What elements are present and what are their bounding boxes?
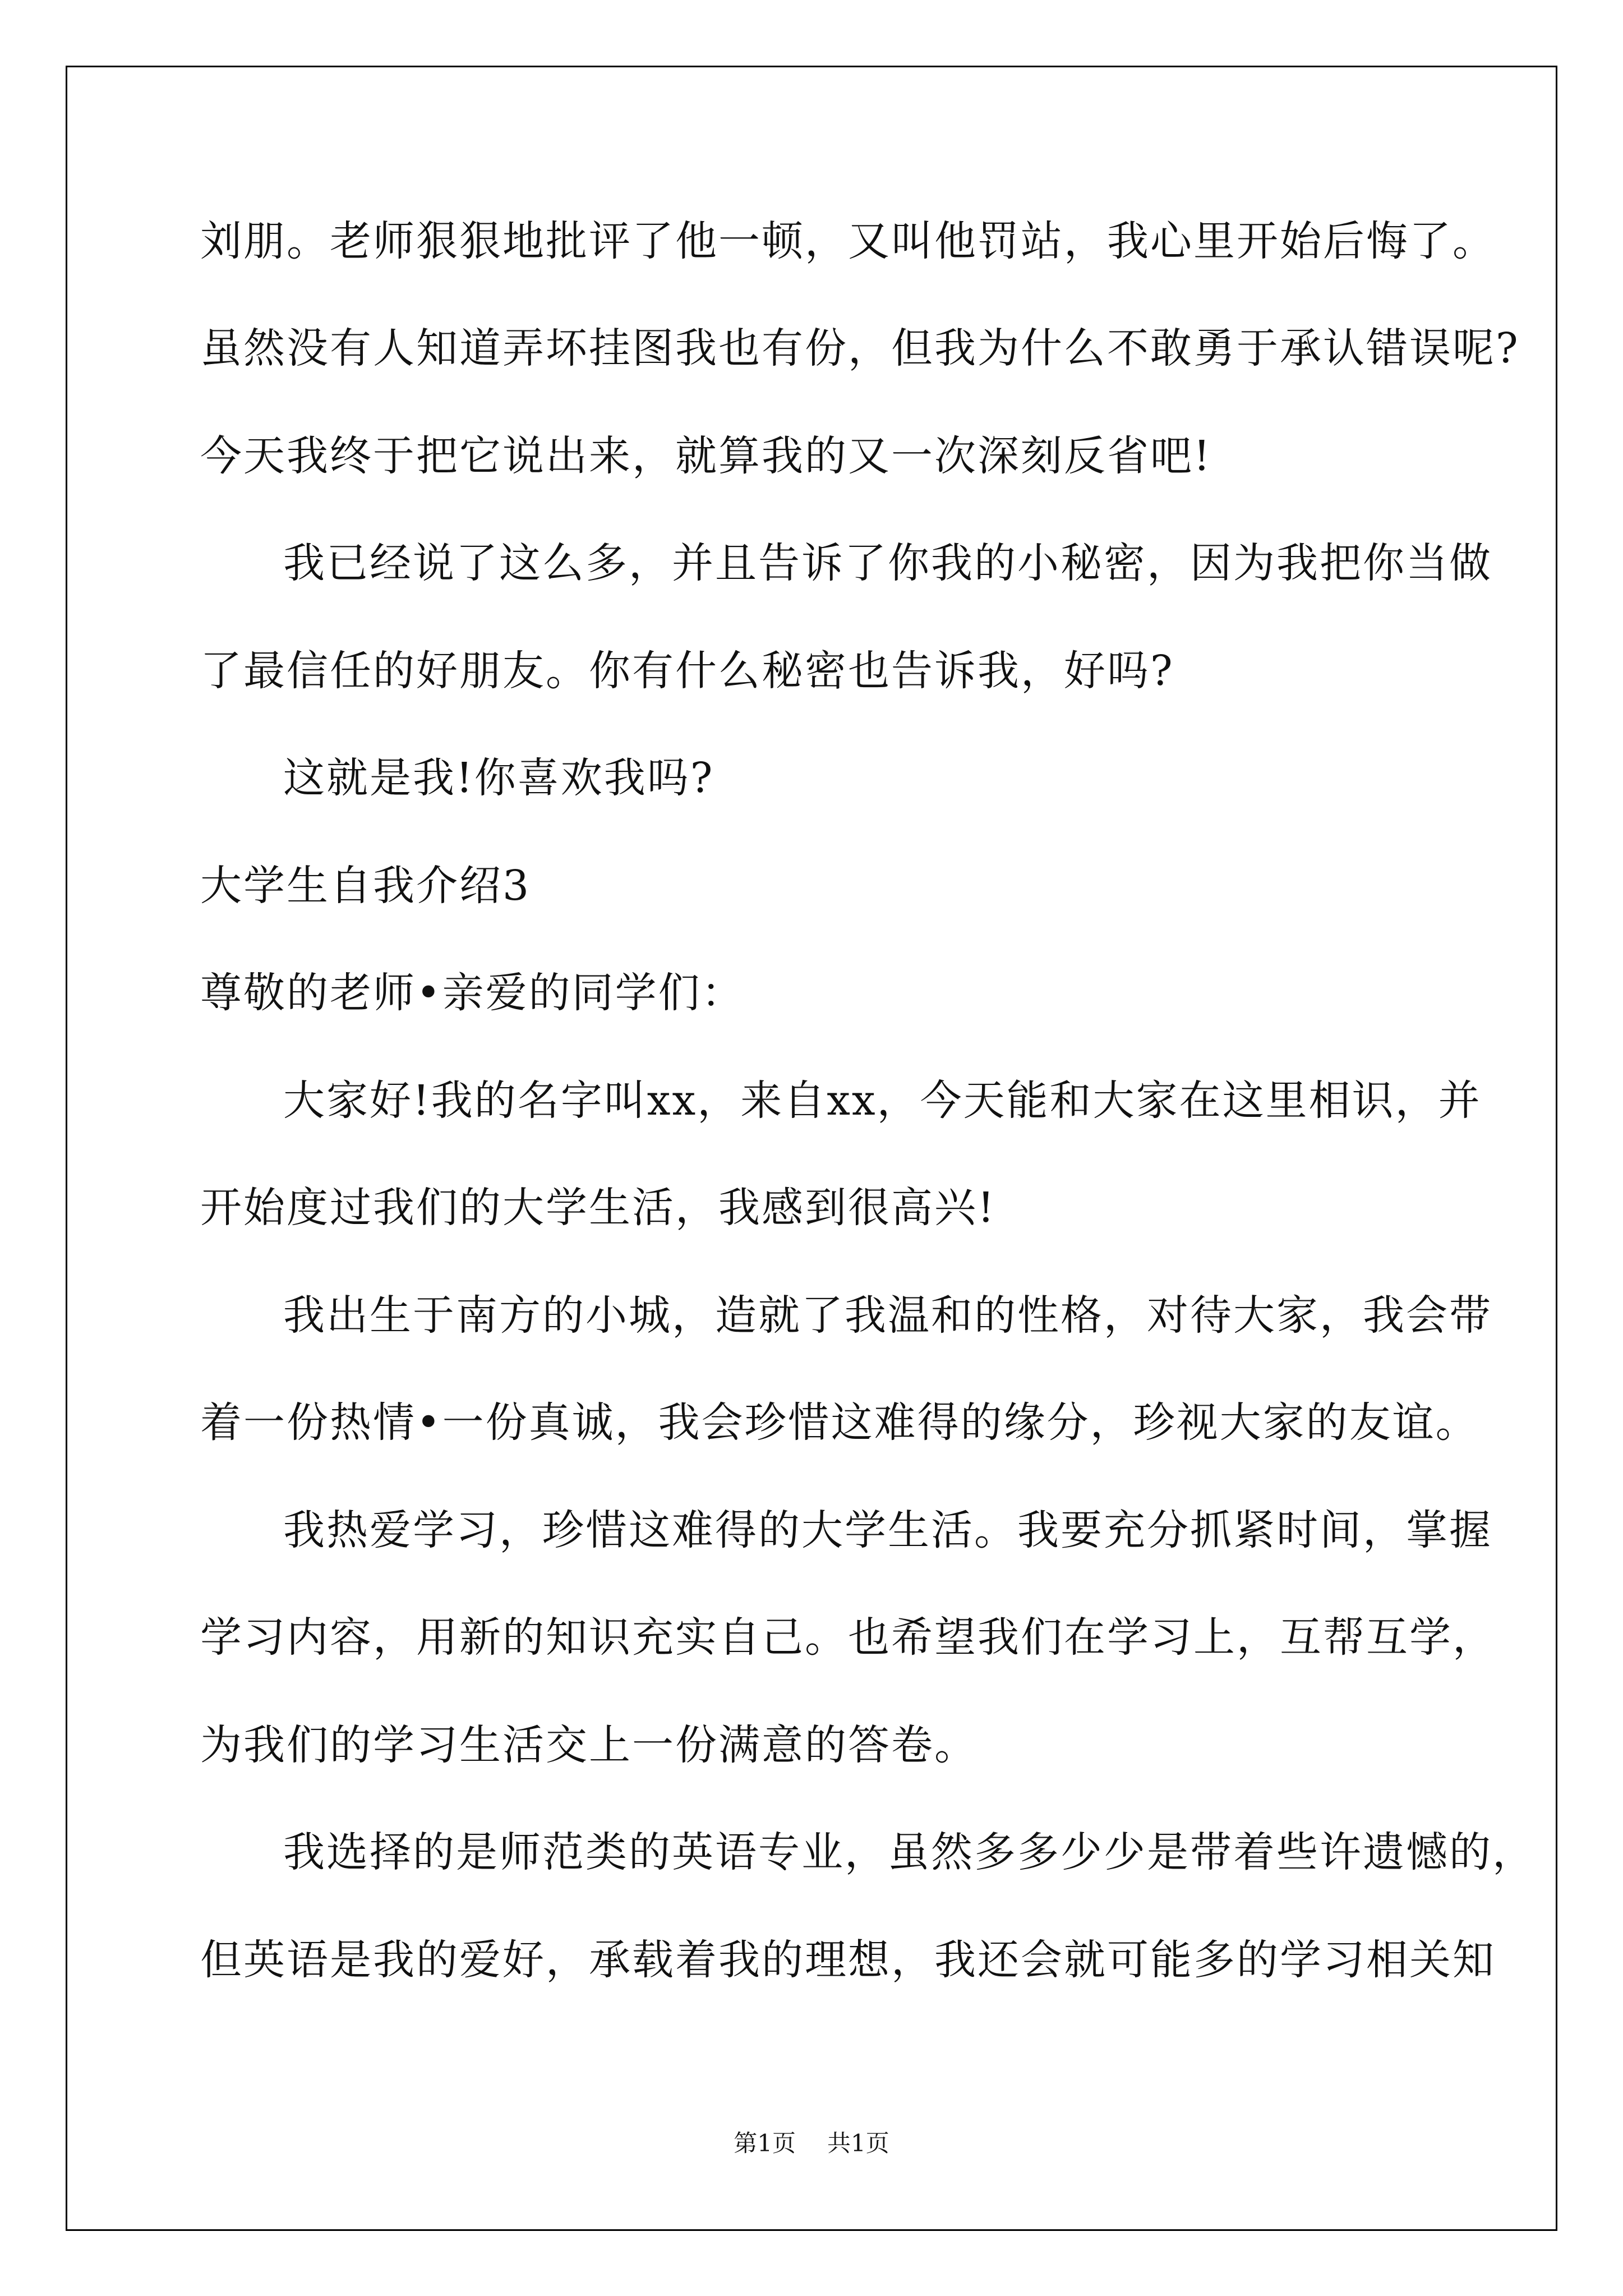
text-line: 刘朋。老师狠狠地批评了他一顿，又叫他罚站，我心里开始后悔了。 (200, 217, 1496, 265)
paragraph-first-line: 我热爱学习，珍惜这难得的大学生活。我要充分抓紧时间，掌握 (283, 1506, 1492, 1554)
text-line: 开始度过我们的大学生活，我感到很高兴! (200, 1184, 996, 1232)
text-line: 今天我终于把它说出来，就算我的又一次深刻反省吧! (200, 432, 1212, 480)
page-footer (0, 2129, 1623, 2157)
paragraph-first-line: 我出生于南方的小城，造就了我温和的性格，对待大家，我会带 (283, 1291, 1492, 1340)
total-pages: 共1页 (827, 2129, 889, 2157)
text-line: 虽然没有人知道弄坏挂图我也有份，但我为什么不敢勇于承认错误呢? (200, 324, 1520, 372)
page-border (66, 66, 1557, 2231)
salutation: 尊敬的老师•亲爱的同学们： (200, 969, 745, 1017)
text-line: 着一份热情•一份真诚，我会珍惜这难得的缘分，珍视大家的友谊。 (200, 1398, 1479, 1447)
text-line: 但英语是我的爱好，承载着我的理想，我还会就可能多的学习相关知 (200, 1936, 1496, 1984)
paragraph-first-line: 这就是我!你喜欢我吗? (283, 754, 714, 802)
page-number: 第1页 (734, 2129, 796, 2157)
paragraph-first-line: 我已经说了这么多，并且告诉了你我的小秘密，因为我把你当做 (283, 539, 1492, 587)
text-line: 学习内容，用新的知识充实自己。也希望我们在学习上，互帮互学， (200, 1613, 1496, 1662)
text-line: 了最信任的好朋友。你有什么秘密也告诉我，好吗? (200, 647, 1174, 695)
section-heading: 大学生自我介绍3 (200, 862, 531, 910)
paragraph-first-line: 我选择的是师范类的英语专业，虽然多多少少是带着些许遗憾的， (283, 1828, 1536, 1876)
paragraph-first-line: 大家好!我的名字叫xx，来自xx，今天能和大家在这里相识，并 (283, 1076, 1482, 1125)
text-line: 为我们的学习生活交上一份满意的答卷。 (200, 1721, 978, 1769)
